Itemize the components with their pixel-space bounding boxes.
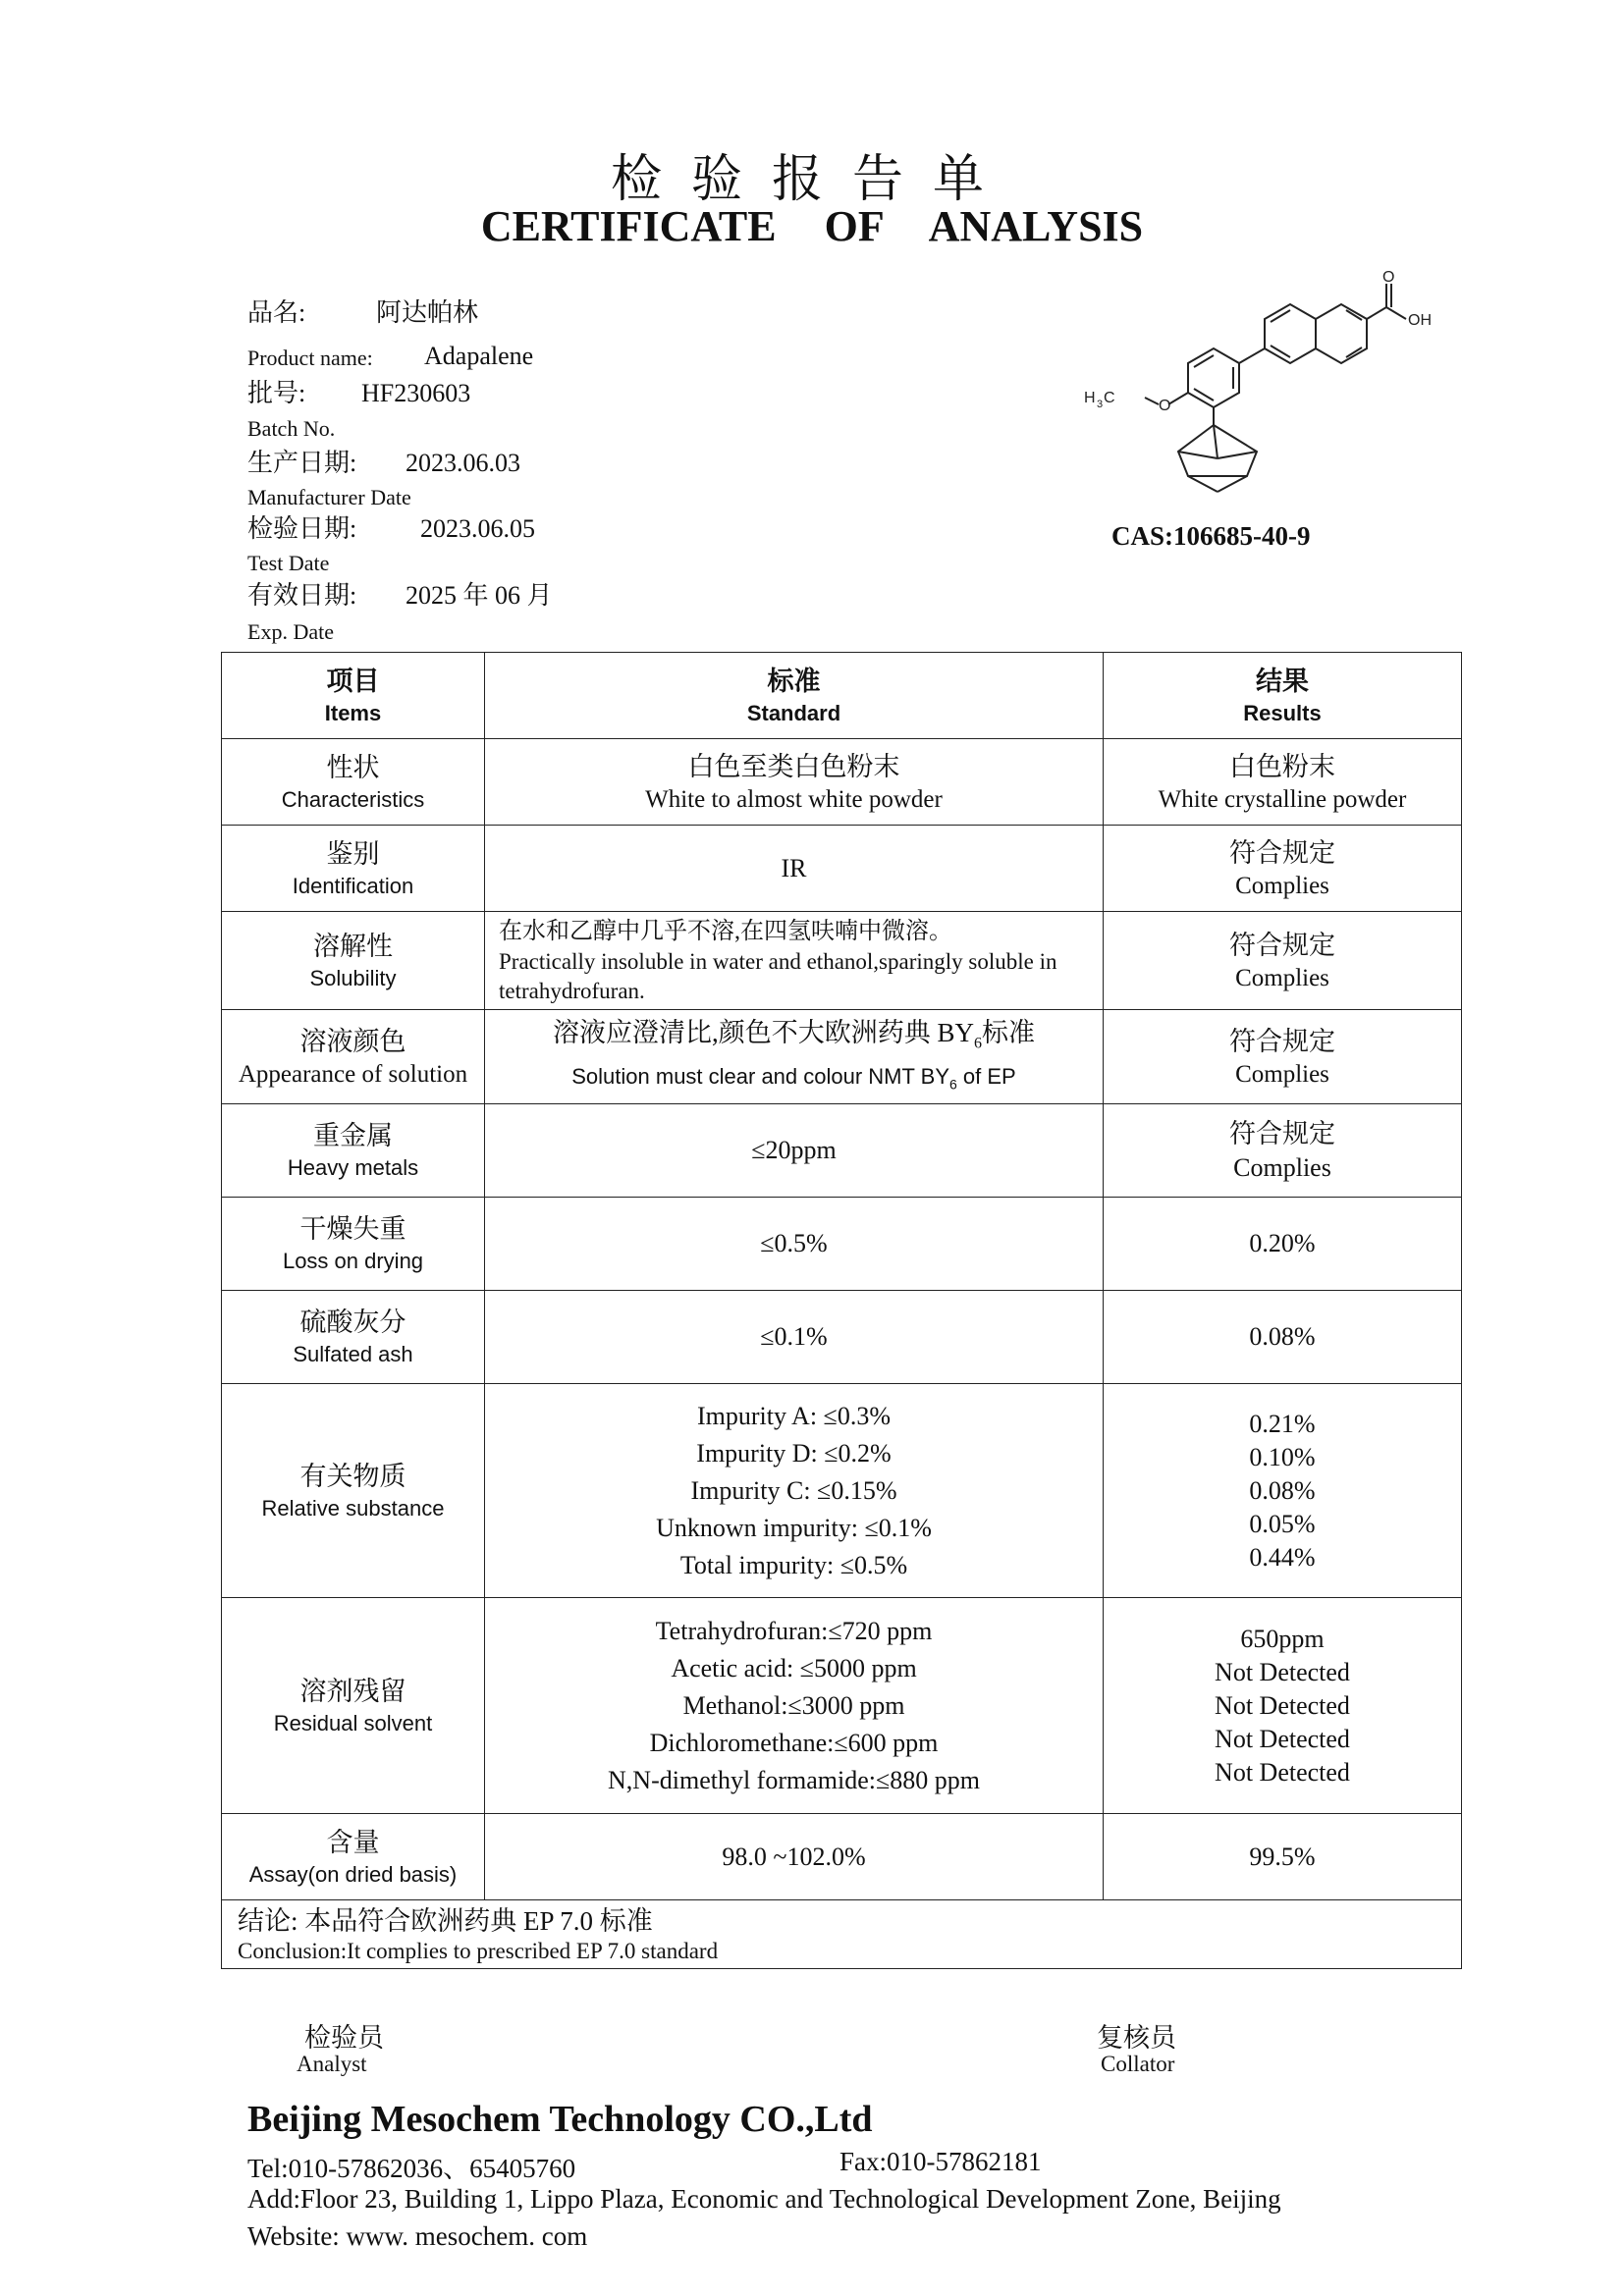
item-en: Residual solvent (273, 1710, 433, 1735)
result-en: Complies (1235, 1060, 1329, 1088)
test-date-cn-label: 检验日期: (247, 514, 357, 543)
table-row (222, 1010, 1462, 1104)
item-en: Identification (292, 873, 414, 898)
cas-number: CAS:106685-40-9 (1111, 521, 1311, 551)
acid-carbonyl-o-label: O (1382, 270, 1395, 286)
standard-cell (485, 1384, 1104, 1598)
table-row (222, 1291, 1462, 1384)
item-en: Heavy metals (287, 1155, 419, 1180)
item-cn: 有关物质 (299, 1461, 406, 1491)
item-cn: 性状 (326, 752, 380, 782)
analyst-cn-label: 检验员 (304, 2023, 384, 2053)
standard-cell (485, 912, 1104, 1010)
standard-en-suffix: of EP (956, 1063, 1016, 1089)
standard-cell (485, 1104, 1104, 1198)
result-en: Complies (1233, 1153, 1331, 1182)
standard-line: N,N-dimethyl formamide:≤880 ppm (608, 1765, 980, 1794)
standard-value: 98.0 ~102.0% (722, 1842, 866, 1871)
table-row (222, 1384, 1462, 1598)
item-en: Loss on drying (282, 1249, 424, 1273)
item-cell (222, 739, 485, 826)
result-line: 0.44% (1249, 1542, 1316, 1572)
ether-o-label: O (1159, 398, 1171, 414)
analyst-en-label: Analyst (297, 2052, 367, 2076)
item-en: Relative substance (261, 1495, 445, 1521)
website: Website: www. mesochem. com (247, 2221, 588, 2251)
result-line: 650ppm (1240, 1624, 1325, 1653)
item-cn: 溶剂残留 (299, 1676, 406, 1706)
standard-value: ≤20ppm (751, 1136, 837, 1164)
expiry-date-en-label: Exp. Date (247, 619, 334, 644)
standard-en (491, 1062, 1097, 1098)
result-cell (1104, 739, 1462, 826)
product-name-cn-label: 品名: (247, 298, 306, 327)
standard-cn: 在水和乙醇中几乎不溶,在四氢呋喃中微溶。 (499, 918, 952, 944)
result-cn: 符合规定 (1229, 1026, 1335, 1056)
item-cn: 硫酸灰分 (299, 1308, 406, 1337)
standard-en: Practically insoluble in water and ethanol,sparingly soluble in tetrahydrofuran. (499, 948, 1057, 1003)
result-cell (1104, 1814, 1462, 1900)
result-line: Not Detected (1215, 1757, 1350, 1787)
item-cell (222, 1104, 485, 1198)
telephone: Tel:010-57862036、65405760 (247, 2154, 576, 2183)
item-en: Assay(on dried basis) (248, 1861, 458, 1887)
item-cell (222, 1598, 485, 1814)
item-cn: 含量 (326, 1827, 380, 1857)
standard-en: White to almost white powder (645, 785, 943, 813)
item-cn: 鉴别 (326, 838, 380, 869)
manufacture-date-cn-label: 生产日期: (247, 449, 357, 477)
item-en: Solubility (309, 965, 397, 990)
item-cell (222, 1814, 485, 1900)
header-results (1104, 653, 1462, 739)
result-cell (1104, 1010, 1462, 1104)
standard-cell (485, 1814, 1104, 1900)
standard-line: Tetrahydrofuran:≤720 ppm (655, 1616, 933, 1645)
standard-cn-subscript: 6 (974, 1035, 982, 1052)
result-value: 99.5% (1249, 1842, 1316, 1871)
item-cn: 溶液颜色 (299, 1026, 406, 1056)
standard-cell (485, 1598, 1104, 1814)
batch-value: HF230603 (361, 379, 471, 407)
standard-cn (491, 1015, 1097, 1061)
standard-cell (485, 1198, 1104, 1291)
item-cell (222, 1010, 485, 1104)
table-row (222, 1598, 1462, 1814)
standard-cn-suffix: 标准 (982, 1018, 1035, 1048)
item-cn: 溶解性 (313, 931, 393, 961)
collator-en-label: Collator (1101, 2052, 1175, 2076)
result-cell (1104, 1598, 1462, 1814)
title-english: CERTIFICATE OF ANALYSIS (480, 202, 1144, 250)
table-row (222, 912, 1462, 1010)
item-cell (222, 1384, 485, 1598)
header-results-en: Results (1243, 700, 1322, 725)
result-cell (1104, 1104, 1462, 1198)
item-cn: 干燥失重 (299, 1214, 406, 1244)
standard-line: Acetic acid: ≤5000 ppm (671, 1653, 917, 1682)
result-en: White crystalline powder (1158, 785, 1407, 813)
manufacture-date-value: 2023.06.03 (406, 449, 520, 477)
table-row (222, 1198, 1462, 1291)
header-items-en: Items (324, 700, 382, 725)
header-standard-cn: 标准 (767, 666, 821, 696)
table-header-row (222, 653, 1462, 739)
batch-en-label: Batch No. (247, 416, 336, 441)
result-value: 0.08% (1249, 1322, 1316, 1351)
result-line: 0.21% (1249, 1409, 1316, 1438)
item-cell (222, 826, 485, 912)
standard-line: Unknown impurity: ≤0.1% (656, 1513, 932, 1542)
expiry-date-value: 2025 年 06 月 (406, 581, 553, 610)
product-name-en-label: Product name: (247, 346, 373, 370)
table-row (222, 1104, 1462, 1198)
product-name-en-value: Adapalene (424, 342, 534, 370)
standard-cell (485, 826, 1104, 912)
standard-cell (485, 1291, 1104, 1384)
address: Add:Floor 23, Building 1, Lippo Plaza, Economic and Technological Development Zone, Beijing (247, 2184, 1281, 2214)
standard-value: ≤0.1% (760, 1322, 828, 1351)
result-cell (1104, 912, 1462, 1010)
table-row (222, 1814, 1462, 1900)
methyl-h-label: H (1084, 390, 1096, 406)
result-en: Complies (1235, 872, 1329, 899)
result-cn: 符合规定 (1229, 1119, 1335, 1148)
standard-line: Dichloromethane:≤600 ppm (649, 1728, 939, 1757)
table-row (222, 826, 1462, 912)
result-line: Not Detected (1215, 1657, 1350, 1686)
collator-cn-label: 复核员 (1097, 2023, 1176, 2053)
product-name-cn-value: 阿达帕林 (376, 298, 479, 327)
item-cell (222, 1291, 485, 1384)
conclusion-row (222, 1900, 1462, 1969)
result-en: Complies (1235, 964, 1329, 991)
standard-en-subscript: 6 (949, 1075, 957, 1092)
item-cell (222, 912, 485, 1010)
result-cell (1104, 826, 1462, 912)
conclusion-cn: 结论: 本品符合欧洲药典 EP 7.0 标准 (238, 1905, 653, 1936)
header-standard-en: Standard (746, 700, 841, 725)
methyl-sub-label: 3 (1097, 399, 1104, 410)
result-line: 0.05% (1249, 1509, 1316, 1538)
result-value: 0.20% (1249, 1229, 1316, 1257)
header-items-cn: 项目 (326, 666, 380, 696)
standard-cn-text: 溶液应澄清比,颜色不大欧洲药典 BY (552, 1018, 974, 1048)
standard-line: Impurity A: ≤0.3% (697, 1401, 891, 1430)
standard-cell (485, 1010, 1104, 1104)
result-cn: 白色粉末 (1229, 751, 1335, 781)
result-line: Not Detected (1215, 1724, 1350, 1753)
header-results-cn: 结果 (1256, 666, 1309, 696)
analysis-table (221, 652, 1462, 1969)
adapalene-structure-diagram (1070, 270, 1463, 515)
acid-oh-label: OH (1408, 312, 1432, 329)
item-cn: 重金属 (313, 1121, 393, 1150)
expiry-date-cn-label: 有效日期: (247, 581, 357, 610)
header-standard (485, 653, 1104, 739)
conclusion-en: Conclusion:It complies to prescribed EP 7.0 standard (238, 1938, 719, 1963)
result-line: 0.08% (1249, 1475, 1316, 1505)
standard-cell (485, 739, 1104, 826)
standard-cn: 白色至类白色粉末 (687, 751, 900, 781)
item-en: Characteristics (281, 786, 425, 812)
standard-value: IR (781, 853, 807, 882)
result-line: 0.10% (1249, 1442, 1316, 1471)
methyl-c-label: C (1104, 390, 1115, 406)
test-date-value: 2023.06.05 (420, 514, 535, 543)
title-chinese: 检验报告单 (610, 152, 1013, 208)
fax: Fax:010-57862181 (839, 2147, 1042, 2176)
standard-value: ≤0.5% (760, 1229, 828, 1257)
manufacture-date-en-label: Manufacturer Date (247, 485, 411, 509)
conclusion-cell (222, 1900, 1462, 1969)
result-cell (1104, 1384, 1462, 1598)
result-cell (1104, 1198, 1462, 1291)
standard-line: Total impurity: ≤0.5% (679, 1550, 908, 1579)
test-date-en-label: Test Date (247, 551, 330, 575)
company-name: Beijing Mesochem Technology CO.,Ltd (247, 2099, 873, 2140)
standard-line: Impurity C: ≤0.15% (690, 1475, 897, 1505)
standard-en-text: Solution must clear and colour NMT BY (571, 1063, 950, 1089)
result-cn: 符合规定 (1229, 930, 1335, 960)
table-row (222, 739, 1462, 826)
result-cell (1104, 1291, 1462, 1384)
item-en: Sulfated ash (293, 1342, 413, 1366)
result-cn: 符合规定 (1229, 837, 1335, 868)
result-line: Not Detected (1215, 1690, 1350, 1720)
item-en: Appearance of solution (238, 1060, 468, 1088)
standard-line: Impurity D: ≤0.2% (696, 1438, 892, 1468)
batch-cn-label: 批号: (247, 379, 306, 407)
header-items (222, 653, 485, 739)
standard-line: Methanol:≤3000 ppm (682, 1690, 905, 1720)
item-cell (222, 1198, 485, 1291)
